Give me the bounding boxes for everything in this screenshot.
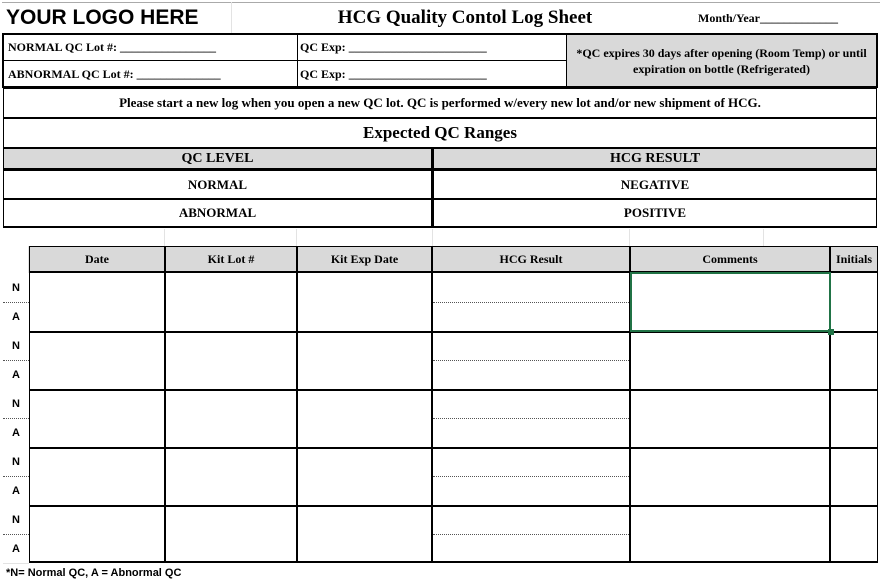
log-col-comments: Comments (630, 246, 830, 273)
kit-lot-cell[interactable] (165, 447, 297, 505)
spacer-line (296, 229, 297, 246)
month-year-label: Month/Year (698, 10, 760, 25)
kit-lot-cell[interactable] (165, 505, 297, 563)
selected-cell[interactable] (630, 272, 831, 332)
spacer-line (432, 229, 433, 246)
row-label: N (12, 281, 20, 294)
comments-cell[interactable] (630, 505, 830, 563)
date-cell[interactable] (29, 505, 165, 563)
initials-cell[interactable] (830, 389, 878, 447)
month-year-field[interactable] (698, 4, 878, 32)
date-cell[interactable] (29, 389, 165, 447)
spacer-line (763, 229, 764, 246)
kit-exp-cell[interactable] (297, 389, 432, 447)
comments-cell[interactable] (630, 389, 830, 447)
initials-cell[interactable] (830, 273, 878, 331)
date-cell[interactable] (29, 447, 165, 505)
range-row-abnormal-result: POSITIVE (432, 199, 877, 228)
month-year-blank[interactable]: _____________ (760, 10, 838, 25)
kit-exp-cell[interactable] (297, 273, 432, 331)
ranges-header-result: HCG RESULT (432, 148, 877, 170)
spacer-line (629, 229, 630, 246)
header-divider (231, 2, 232, 34)
abnormal-exp-blank[interactable]: _______________________ (348, 66, 487, 81)
row-label: N (12, 339, 20, 352)
log-col-hcg-result: HCG Result (432, 246, 630, 273)
log-header-spacer (3, 246, 29, 273)
log-col-kit-exp: Kit Exp Date (297, 246, 432, 273)
normal-lot-blank[interactable]: ________________ (120, 39, 216, 54)
result-divider (433, 360, 629, 361)
kit-lot-cell[interactable] (165, 331, 297, 389)
result-divider (433, 418, 629, 419)
row-label: N (12, 397, 20, 410)
initials-cell[interactable] (830, 331, 878, 389)
initials-cell[interactable] (830, 447, 878, 505)
range-row-abnormal-level: ABNORMAL (3, 199, 432, 228)
kit-exp-cell[interactable] (297, 331, 432, 389)
comments-cell[interactable] (630, 447, 830, 505)
kit-exp-cell[interactable] (297, 447, 432, 505)
abnormal-lot-field[interactable] (8, 62, 296, 86)
row-label: N (12, 455, 20, 468)
result-divider (433, 302, 629, 303)
spacer-gridlines (3, 229, 877, 246)
expiry-note: *QC expires 30 days after opening (Room Temp) or until expiration on bottle (Refrigerated) (566, 35, 876, 86)
range-row-normal-level: NORMAL (3, 170, 432, 199)
ranges-header-level: QC LEVEL (3, 148, 432, 170)
abnormal-lot-label: ABNORMAL QC Lot #: (8, 66, 134, 81)
kit-lot-cell[interactable] (165, 273, 297, 331)
fill-handle[interactable] (828, 329, 834, 335)
logo-placeholder: YOUR LOGO HERE (6, 6, 199, 29)
page-title: HCG Quality Contol Log Sheet (337, 7, 593, 28)
result-divider (433, 476, 629, 477)
row-label: A (3, 302, 29, 331)
abnormal-exp-label: QC Exp: (300, 66, 346, 81)
instruction-banner: Please start a new log when you open a new QC lot. QC is performed w/every new lot and/or new shipment of HCG. (3, 88, 877, 118)
normal-lot-field[interactable] (8, 35, 296, 59)
row-label: A (3, 418, 29, 447)
ranges-title: Expected QC Ranges (3, 118, 877, 148)
spacer-line (164, 229, 165, 246)
date-cell[interactable] (29, 273, 165, 331)
row-label: N (12, 513, 20, 526)
abnormal-lot-blank[interactable]: ______________ (136, 66, 221, 81)
comments-cell[interactable] (630, 331, 830, 389)
date-cell[interactable] (29, 331, 165, 389)
log-col-date: Date (29, 246, 165, 273)
normal-exp-field[interactable] (300, 35, 564, 59)
normal-exp-blank[interactable]: _______________________ (348, 39, 487, 54)
initials-cell[interactable] (830, 505, 878, 563)
row-label: A (3, 360, 29, 389)
normal-exp-label: QC Exp: (300, 39, 346, 54)
row-label: A (3, 534, 29, 563)
label-column-bottom (3, 563, 29, 564)
kit-exp-cell[interactable] (297, 505, 432, 563)
footnote: *N= Normal QC, A = Abnormal QC (6, 567, 182, 579)
lot-info-row-divider (2, 60, 566, 61)
log-col-kit-lot: Kit Lot # (165, 246, 297, 273)
log-col-initials: Initials (830, 246, 878, 273)
kit-lot-cell[interactable] (165, 389, 297, 447)
abnormal-exp-field[interactable] (300, 62, 564, 86)
result-divider (433, 534, 629, 535)
lot-info-col-divider (297, 33, 298, 88)
row-label: A (3, 476, 29, 505)
range-row-normal-result: NEGATIVE (432, 170, 877, 199)
normal-lot-label: NORMAL QC Lot #: (8, 39, 117, 54)
